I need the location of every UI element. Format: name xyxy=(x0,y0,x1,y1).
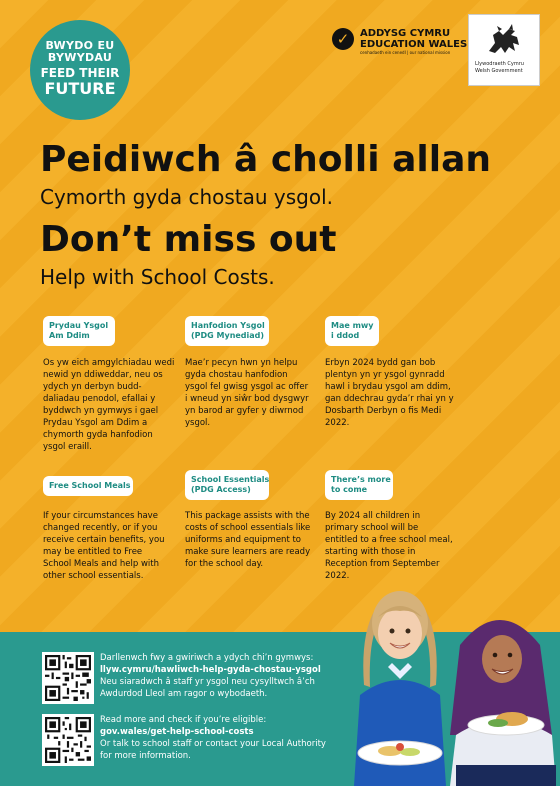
english-info-outro: Or talk to school staff or contact your Local Authority for more information. xyxy=(100,739,326,761)
body-free-school-meals-welsh: Os yw eich amgylchiadau wedi newid yn ddiweddar, neu os ydych yn derbyn budd-daliadau penodol, efallai y byddwch yn gymwys i gael Prydau Ysgol am Ddim a chymorth gyda hanfodion ysgol eraill. xyxy=(43,358,175,452)
girl-left xyxy=(354,591,446,786)
badge-english-line1: FEED THEIR xyxy=(40,66,120,80)
qr-code-welsh[interactable] xyxy=(42,652,94,704)
dragon-icon xyxy=(485,23,525,57)
english-info xyxy=(100,714,340,762)
feed-their-future-badge xyxy=(30,20,130,120)
english-info-intro: Read more and check if you’re eligible: xyxy=(100,715,267,725)
welsh-info-intro: Darllenwch fwy a gwiriwch a ydych chi’n gymwys: xyxy=(100,653,314,663)
badge-welsh-line1: BWYDO EU xyxy=(45,39,115,52)
body-school-essentials: This package assists with the costs of school essentials like uniforms and equipment to make sure learners are ready for the school day. xyxy=(185,511,311,569)
welsh-headline: Peidiwch â cholli allan xyxy=(40,139,491,180)
welsh-info xyxy=(100,652,340,700)
badge-welsh-line2: BYWYDAU xyxy=(47,51,113,64)
qr-code-icon xyxy=(45,717,91,763)
welsh-info-outro: Neu siaradwch â staff yr ysgol neu cysylltwch â’ch Awdurdod Lleol am ragor o wybodaeth. xyxy=(100,677,315,699)
children-photo xyxy=(330,575,560,786)
welsh-info-link[interactable]: llyw.cymru/hawliwch-help-gyda-chostau-ysgol xyxy=(100,665,321,675)
education-wales-welsh: ADDYSG CYMRU xyxy=(360,28,451,39)
label-school-essentials-welsh: Hanfodion Ysgol (PDG Mynediad) xyxy=(185,316,269,346)
checkmark-icon: ✓ xyxy=(332,28,354,50)
gov-english-name: Welsh Government xyxy=(475,68,523,74)
body-more-to-come: By 2024 all children in primary school will be entitled to a free school meal, starting with those in Reception from September 2022. xyxy=(325,511,453,581)
badge-english-line2: FUTURE xyxy=(44,79,116,98)
label-free-school-meals: Free School Meals xyxy=(43,476,133,496)
education-wales-english: EDUCATION WALES xyxy=(360,39,468,50)
english-info-link[interactable]: gov.wales/get-help-school-costs xyxy=(100,727,254,737)
qr-code-english[interactable] xyxy=(42,714,94,766)
label-more-to-come: There’s more to come xyxy=(325,470,393,500)
english-headline: Don’t miss out xyxy=(40,219,337,260)
label-more-to-come-welsh: Mae mwy i ddod xyxy=(325,316,379,346)
english-subheadline: Help with School Costs. xyxy=(40,265,275,289)
welsh-government-logo xyxy=(468,14,540,86)
education-wales-logo xyxy=(332,28,467,56)
label-school-essentials: School Essentials (PDG Access) xyxy=(185,470,269,500)
welsh-subheadline: Cymorth gyda chostau ysgol. xyxy=(40,185,334,209)
girl-right xyxy=(450,620,556,786)
gov-welsh-name: Llywodraeth Cymru xyxy=(475,61,524,67)
body-free-school-meals: If your circumstances have changed recently, or if you receive certain benefits, you may be entitled to Free School Meals and help with other school essentials. xyxy=(43,511,165,581)
body-more-to-come-welsh: Erbyn 2024 bydd gan bob plentyn yn yr ysgol gynradd hawl i brydau ysgol am ddim, gan ddechrau gyda’r rhai yn y Dosbarth Derbyn o fis Medi 2022. xyxy=(325,358,454,428)
education-wales-tagline: cenhadaeth ein cenedl | our national mission xyxy=(360,50,451,55)
body-school-essentials-welsh: Mae’r pecyn hwn yn helpu gyda chostau hanfodion ysgol fel gwisg ysgol ac offer i wneud yn siŵr bod dysgwyr yn barod ar gyfer y diwrnod ysgol. xyxy=(185,358,309,428)
label-free-school-meals-welsh: Prydau Ysgol Am Ddim xyxy=(43,316,115,346)
qr-code-icon xyxy=(45,655,91,701)
